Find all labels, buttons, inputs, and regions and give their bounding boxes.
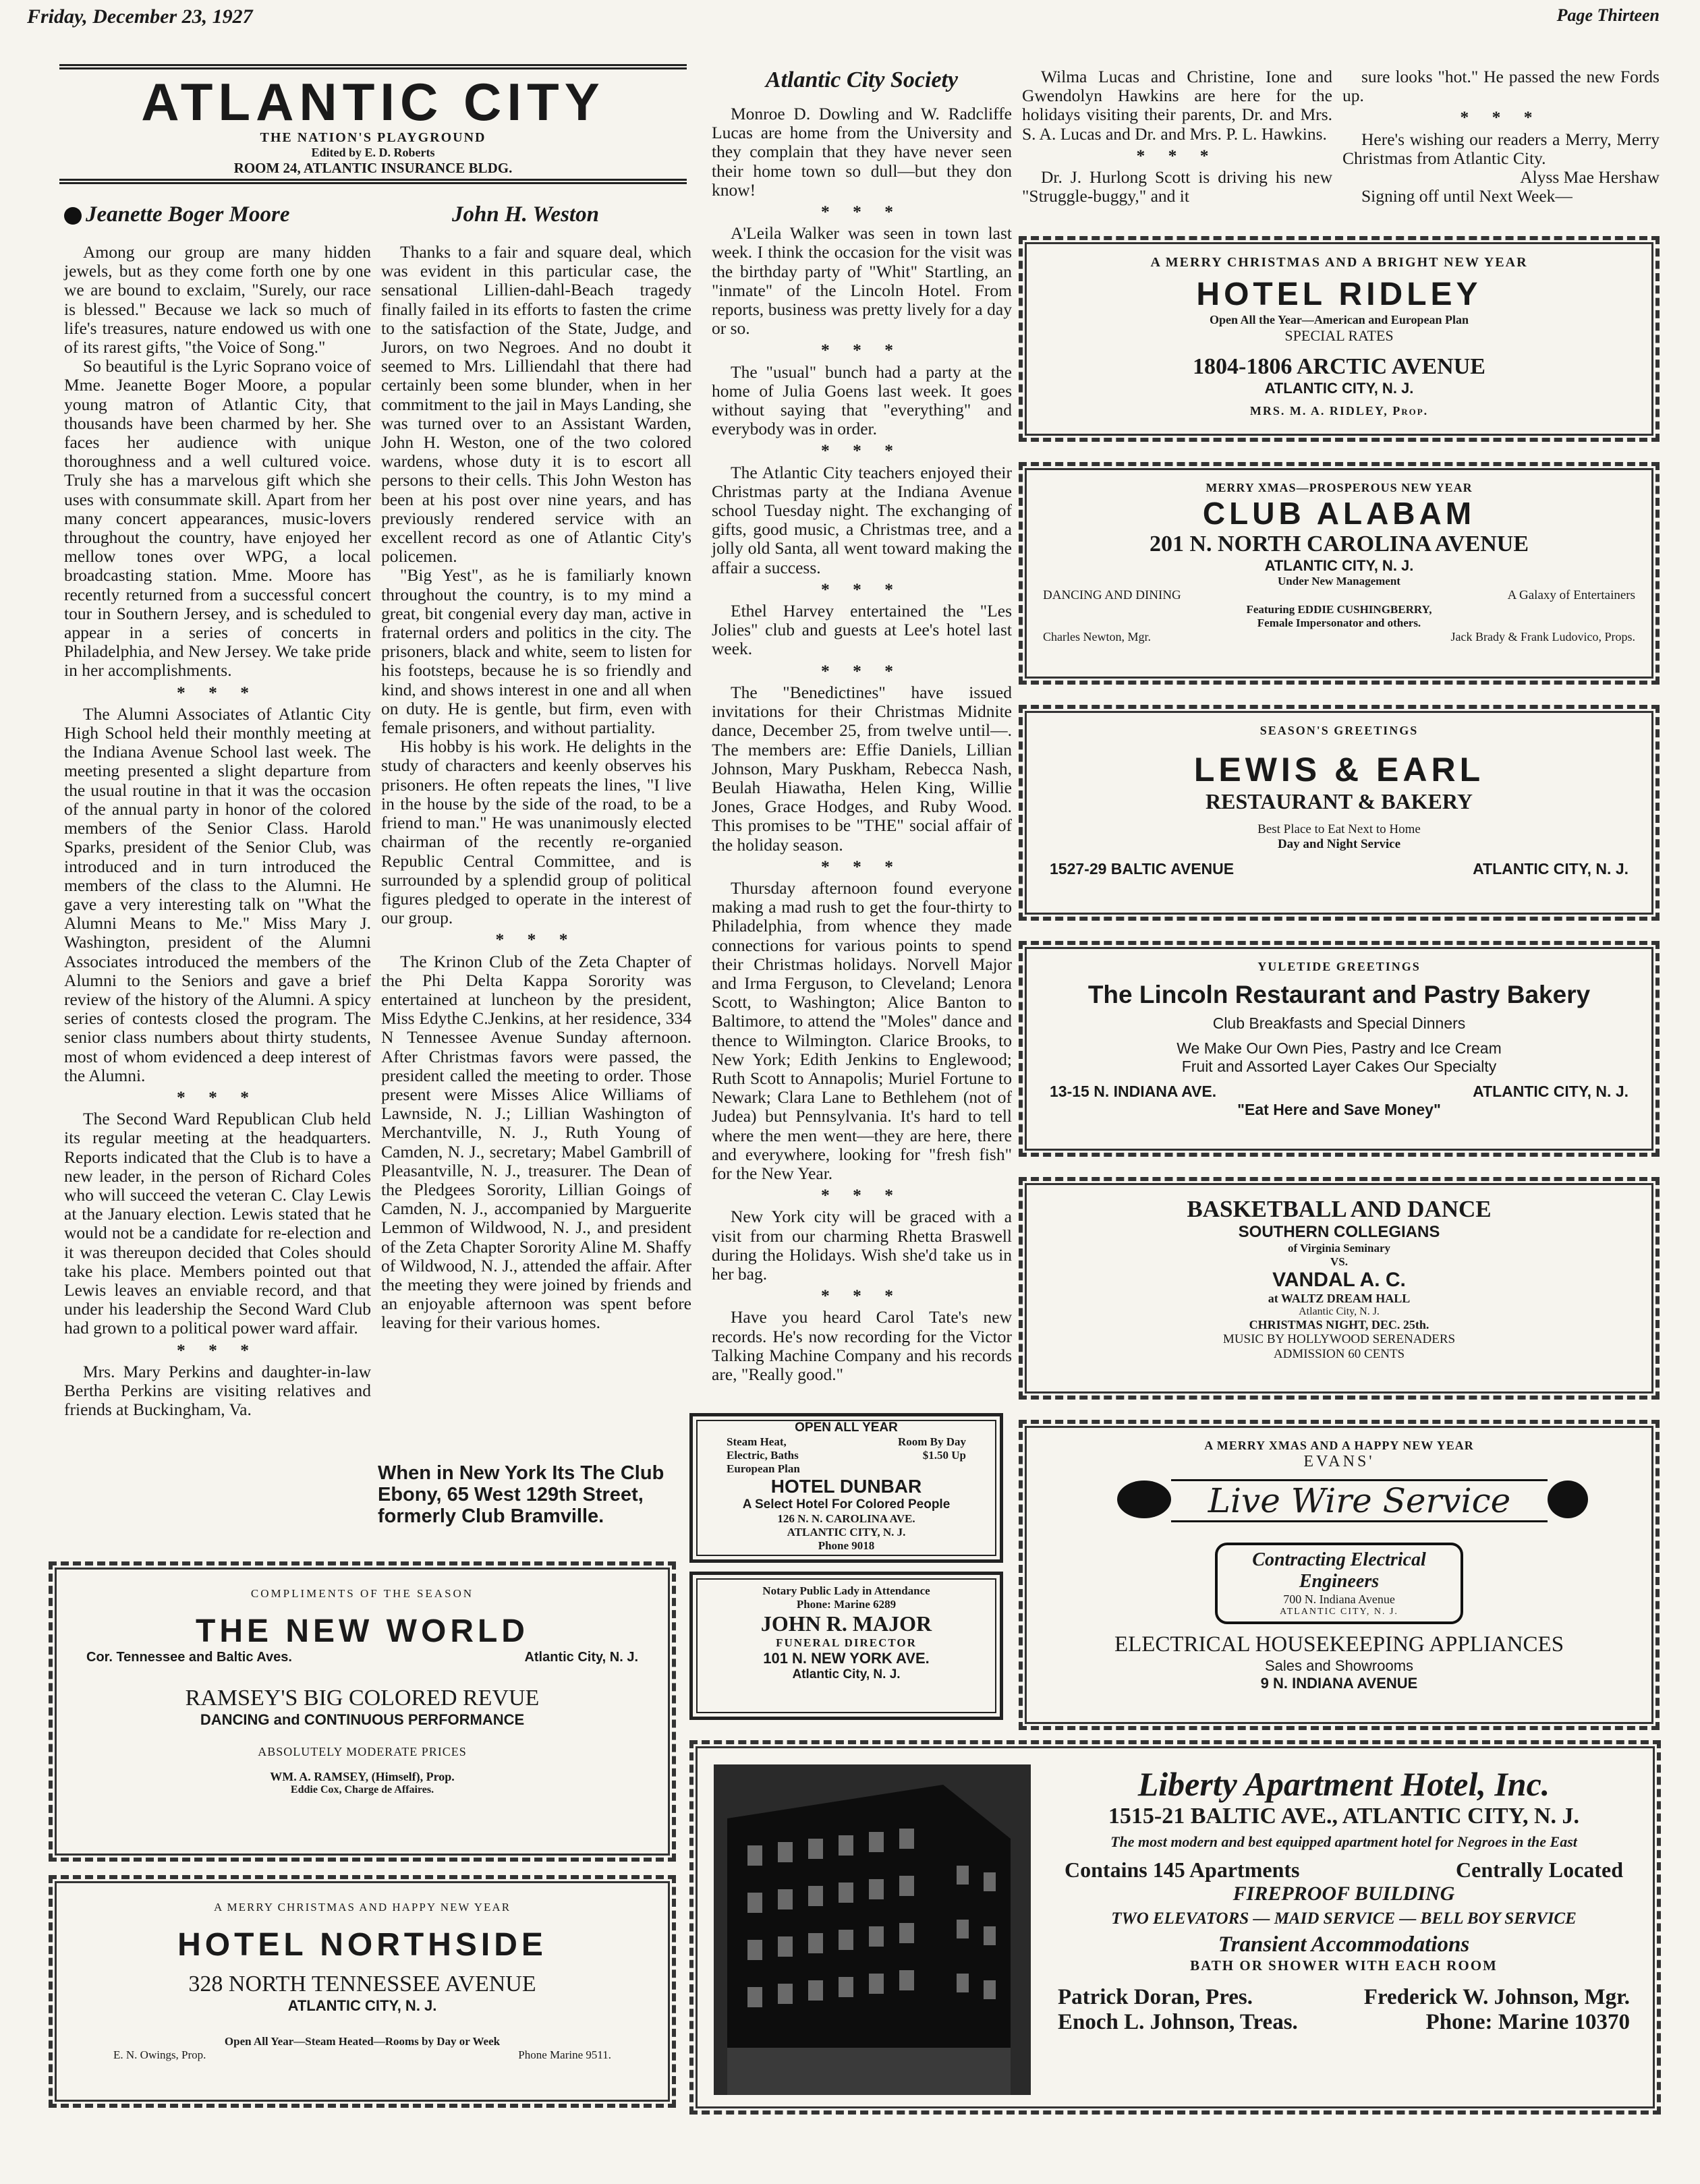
ad-text: Club Breakfasts and Special Dinners (1212, 1014, 1466, 1032)
masthead (59, 64, 687, 184)
page-date: Friday, December 23, 1927 (27, 5, 253, 28)
separator: * * * (177, 1087, 258, 1107)
ad-name: BASKETBALL AND DANCE (1187, 1196, 1492, 1222)
separator: * * * (821, 856, 903, 876)
ad-address: 328 NORTH TENNESSEE AVENUE (188, 1972, 536, 1996)
ad-text: DANCING AND DINING (1043, 588, 1181, 602)
ad-text: CHRISTMAS NIGHT, DEC. 25th. (1249, 1318, 1429, 1331)
ad-the-new-world (49, 1561, 676, 1862)
ad-phone: Phone Marine 9511. (518, 2048, 611, 2061)
ad-address: 1515-21 BALTIC AVE., ATLANTIC CITY, N. J. (1108, 1804, 1580, 1829)
separator: * * * (821, 202, 903, 222)
ad-address: 126 N. N. CAROLINA AVE. (777, 1512, 915, 1525)
ad-text: FUNERAL DIRECTOR (776, 1636, 917, 1649)
article-para: The "usual" bunch had a party at the home of Julia Goens last week. It goes without saying that "everything" and everybody was in order. (712, 362, 1012, 439)
article-para: Have you heard Carol Tate's new records. He's now recording for the Victor Talking Machine Company and his records are, "Really good." (712, 1307, 1012, 1384)
ad-row (1051, 1985, 1637, 2010)
ad-address: 9 N. INDIANA AVENUE (1260, 1675, 1418, 1692)
ad-text: Contains 145 Apartments (1065, 1858, 1300, 1882)
column-3 (712, 105, 1012, 1384)
separator: * * * (177, 1340, 258, 1360)
ad-text: The most modern and best equipped apartment hotel for Negroes in the East (1110, 1833, 1577, 1850)
ad-text: Female Impersonator and others. (1257, 616, 1421, 629)
ad-text: Phone: Marine 6289 (796, 1598, 897, 1611)
ad-text: Jack Brady & Frank Ludovico, Props. (1450, 630, 1635, 643)
ad-text: Patrick Doran, Pres. (1058, 1985, 1253, 2009)
ad-text: MUSIC BY HOLLYWOOD SERENADERS (1222, 1332, 1456, 1346)
article-para: Among our group are many hidden jewels, but as they come forth one by one we are bound to exclaim, "Surely, our race is blessed." Because we lack so much of life's treasures, nature endowed us with one of its rarest gifts, "the Voice of Song." (64, 242, 371, 357)
article-para: Thursday afternoon found everyone making a mad rush to get the four-thirty to Philadelphia, from whence they made connections for various points to spend their Christmas holidays. Norvell Major and Irma Ferguson, to Cleveland; Lenora Scott, to Washington; Alice Banton to Baltimore, to attend the "Moles" dance and thence to Wilmington. Clarice Brooks, to New York; Edith Jenkins to Englewood; Ruth Scott to Annapolis; Muriel Fortune to Newark; Clara Lane to Bethlehem (not of Judea) but Pennsylvania. It's hard to tell where the men went—they are here, there and everywhere, looking for "fresh fish" for the New Year. (712, 878, 1012, 1183)
ad-name: THE NEW WORLD (196, 1613, 529, 1649)
masthead-editor: Edited by E. D. Roberts (311, 146, 435, 159)
separator: * * * (821, 660, 903, 681)
ad-text: SOUTHERN COLLEGIANS (1238, 1223, 1440, 1241)
building-photo (714, 1764, 1031, 2095)
ad-text: TWO ELEVATORS — MAID SERVICE — BELL BOY SERVICE (1111, 1909, 1577, 1928)
ad-text: E. N. Owings, Prop. (113, 2048, 206, 2061)
ad-address: 201 N. NORTH CAROLINA AVENUE (1149, 531, 1529, 556)
ad-greeting: A MERRY XMAS AND A HAPPY NEW YEAR (1204, 1439, 1474, 1452)
separator: * * * (821, 1286, 903, 1306)
ad-name: JOHN R. MAJOR (760, 1611, 932, 1636)
column-1 (64, 243, 371, 1419)
ad-row (700, 1435, 993, 1449)
ad-text: Room By Day (897, 1435, 966, 1448)
ad-text: Sales and Showrooms (1264, 1657, 1414, 1674)
ad-text: OPEN ALL YEAR (795, 1420, 898, 1435)
ad-john-r-major (689, 1572, 1003, 1720)
ad-sub: RESTAURANT & BAKERY (1206, 789, 1473, 813)
column-5 (1342, 67, 1660, 206)
logo-text: ATLANTIC CITY, N. J. (1280, 1607, 1398, 1617)
ad-basketball-dance (1019, 1177, 1660, 1400)
ad-liberty-apartment-hotel (689, 1740, 1661, 2115)
ad-greeting: MERRY XMAS—PROSPEROUS NEW YEAR (1206, 481, 1473, 494)
article-para: The Krinon Club of the Zeta Chapter of the Phi Delta Kappa Sorority was entertained at luncheon by the president, Miss Edythe C.Jenkins, at her residence, 334 N Tennessee Avenue Sunday afternoon. After Christmas favors were passed, the president called the meeting to order. Those present were Misses Alice Williams of Lawnside, N. J.; Lillian Washington of Merchantville, N. J., Ruth Young of Camden, N. J., secretary; Mabel Gambrill of Pleasantville, N. J., treasurer. The Dean of the Pledgees Sorority, Lillian Goings of Camden, N. J., accompanied by Marguerite Lemmon of Wildwood, N. J., and president of the Zeta Chapter Sorority Aline M. Shaffy of Wildwood, N. J., attended the affair. After the meeting they were joined by friends and an enjoyable afternoon was spent before leaving for their various homes. (381, 951, 691, 1333)
ad-name: HOTEL DUNBAR (770, 1476, 922, 1497)
article-para: The Second Ward Republican Club held its regular meeting at the headquarters. Reports indicated that the Club is to have a new leader, in the person of Richard Coles who will succeed the veteran C. Clay Lewis at the January election. Lewis stated that he would not be a candidate for re-election and it was thereupon decided that Coles should take his place. Members pointed out that Lewis leaves an enviable record, and that under his leadership the Second Ward Club had grown to a political power ward affair. (64, 1109, 371, 1338)
ad-greeting: COMPLIMENTS OF THE SEASON (250, 1587, 474, 1600)
ad-club-alabam (1019, 462, 1660, 685)
article-para: Wilma Lucas and Christine, Ione and Gwendolyn Hawkins are here for the holidays visiting their parents, Dr. and Mrs. S. A. Lucas and Dr. and Mrs. P. L. Hawkins. (1022, 67, 1332, 144)
byline-weston: John H. Weston (452, 202, 599, 227)
ad-text: Electric, Baths (727, 1449, 799, 1462)
ad-text: Notary Public Lady in Attendance (762, 1584, 930, 1597)
building-illustration (714, 1764, 1031, 2095)
ad-text: VS. (1330, 1255, 1348, 1268)
logo-text: Engineers (1299, 1571, 1380, 1592)
separator: * * * (177, 682, 258, 702)
ad-name: Liberty Apartment Hotel, Inc. (1137, 1765, 1550, 1803)
ad-name: The Lincoln Restaurant and Pastry Bakery (1087, 981, 1591, 1008)
ad-text: Under New Management (1278, 575, 1400, 587)
ad-text: ELECTRICAL HOUSEKEEPING APPLIANCES (1114, 1632, 1564, 1657)
bulb-icon (1117, 1481, 1171, 1518)
column-4 (1022, 67, 1332, 206)
ad-row (1051, 1858, 1637, 1883)
ad-text: at WALTZ DREAM HALL (1268, 1292, 1411, 1305)
ad-address: 1804-1806 ARCTIC AVENUE (1193, 354, 1485, 379)
ad-row (1043, 588, 1635, 603)
ad-text: Open All Year—Steam Heated—Rooms by Day or Week (224, 2035, 501, 2048)
article-para: The Alumni Associates of Atlantic City High School held their monthly meeting at the Indiana Avenue School last week. The meeting presented a slight departure from the usual routine in that it was the occasion of the annual party in honor of the colored members of the Senior Class. Harold Sparks, president of the Senior Club, was introduced and in turn introduced the members of the class to the Alumni. He gave a very interesting talk on "What the Alumni Means to Me." Miss Mary J. Washington, president of the Alumni Associates introduced the members of the Alumni to the Seniors and gave a brief review of the history of the Alumni. A spicy series of contests closed the program. The senior class numbers about thirty students, most of whom evidenced a deep interest of the Alumni. (64, 703, 371, 1085)
page-number: Page Thirteen (1556, 5, 1660, 25)
column-2 (381, 243, 691, 1333)
separator: * * * (821, 440, 903, 461)
ad-prop: MRS. M. A. RIDLEY, Prop. (1249, 404, 1429, 418)
ad-text: Enoch L. Johnson, Treas. (1058, 2010, 1298, 2034)
ad-text: ABSOLUTELY MODERATE PRICES (258, 1745, 467, 1758)
ad-city: ATLANTIC CITY, N. J. (287, 1997, 437, 2014)
ad-text: WM. A. RAMSEY, (Himself), Prop. (270, 1770, 455, 1783)
ad-text: BATH OR SHOWER WITH EACH ROOM (1190, 1957, 1498, 1974)
signature: Alyss Mae Hershaw (1520, 167, 1660, 188)
logo-text: Contracting Electrical (1252, 1549, 1426, 1570)
bulb-icon (1548, 1481, 1588, 1518)
live-wire-logo (1023, 1475, 1655, 1543)
ad-name: LEWIS & EARL (1193, 751, 1485, 788)
article-para: So beautiful is the Lyric Soprano voice of Mme. Jeanette Boger Moore, a popular young matron of Atlantic City, that thousands have been charmed by her. She faces her audience with unique thoroughness and a well cultured voice. Truly she has a marvelous gift which she uses with consummate skill. Apart from her many concert appearances, music-lovers throughout the country, have enjoyed her mellow tones over WPG, a local broadcasting station. Mme. Moore has recently returned from a successful concert tour in Southern Jersey, and is scheduled to appear in a series of concerts in Philadelphia, and New Jersey. We take pride in her accomplishments. (64, 356, 371, 681)
ad-row (86, 1650, 638, 1665)
ad-phone: Phone: Marine 10370 (1425, 2010, 1630, 2034)
ad-row (1050, 1083, 1628, 1101)
article-para: The Atlantic City teachers enjoyed their Christmas party at the Indiana Avenue school Tuesday night. The exchanging of gifts, good music, a Christmas tree, and a jolly old Santa, all went toward making the affair a success. (712, 462, 1012, 577)
separator: * * * (1460, 107, 1542, 127)
ad-lincoln-restaurant (1019, 941, 1660, 1157)
logo-plate (1215, 1543, 1463, 1624)
ad-city: ATLANTIC CITY, N. J. (787, 1526, 906, 1539)
club-ebony-notice: When in New York Its The Club Ebony, 65 West 129th Street, formerly Club Bramville. (378, 1462, 664, 1527)
logo-text: Live Wire Service (1171, 1479, 1548, 1522)
ad-text: Open All the Year—American and European Plan (1209, 313, 1469, 326)
ad-address: 1527-29 BALTIC AVENUE (1050, 860, 1235, 878)
ad-lewis-earl (1019, 705, 1660, 921)
liberty-text (1051, 1764, 1637, 2035)
ad-city: ATLANTIC CITY, N. J. (1473, 1083, 1628, 1100)
ad-text: Steam Heat, (727, 1435, 787, 1448)
article-para: A'Leila Walker was seen in town last week. I think the occasion for the visit was the birthday party of "Whit" Startling, an "inmate" of the Lincoln Hotel. From reports, business was pretty lively for a day or so. (712, 223, 1012, 339)
ad-text: Centrally Located (1456, 1858, 1623, 1882)
signoff: Signing off until Next Week— (1361, 186, 1572, 206)
ad-greeting: YULETIDE GREETINGS (1257, 960, 1421, 973)
ad-row (1043, 630, 1635, 644)
ad-text: Frederick W. Johnson, Mgr. (1363, 1985, 1630, 2009)
ad-text: We Make Our Own Pies, Pastry and Ice Cream (1177, 1039, 1502, 1057)
ad-phone: Phone 9018 (818, 1539, 875, 1552)
separator: * * * (495, 929, 577, 950)
masthead-subtitle: THE NATION'S PLAYGROUND (260, 130, 486, 145)
ad-text: Fruit and Assorted Layer Cakes Our Specialty (1181, 1058, 1497, 1075)
ad-city: Atlantic City, N. J. (792, 1667, 901, 1682)
ad-row (1050, 860, 1628, 878)
ad-text: of Virginia Seminary (1287, 1242, 1391, 1255)
ad-text: A Galaxy of Entertainers (1507, 588, 1635, 602)
ad-text: Day and Night Service (1277, 837, 1401, 851)
ad-city: ATLANTIC CITY, N. J. (1264, 557, 1414, 574)
ad-text: Charles Newton, Mgr. (1043, 630, 1151, 643)
ad-row (53, 2048, 672, 2062)
ad-name: CLUB ALABAM (1202, 496, 1476, 531)
ad-hotel-dunbar (689, 1413, 1003, 1563)
ad-city: Atlantic City, N. J. (524, 1650, 638, 1665)
ad-greeting: A MERRY CHRISTMAS AND A BRIGHT NEW YEAR (1150, 255, 1528, 270)
ad-name: HOTEL RIDLEY (1196, 277, 1482, 312)
separator: * * * (821, 579, 903, 599)
ad-name: HOTEL NORTHSIDE (177, 1927, 547, 1963)
masthead-title: ATLANTIC CITY (141, 72, 605, 132)
ad-address: 13-15 N. INDIANA AVE. (1050, 1083, 1217, 1100)
ad-row (700, 1449, 993, 1462)
article-para: "Big Yest", as he is familiarly known throughout the country, is to my mind a great, bit congenial every day man, active in fraternal orders and politics in the city. The prisoners, black and white, seem to listen for his footsteps, because he is so friendly and kind, and shows interest in one and all when on duty. He is gentle, but firm, even with female prisoners, and without partiality. (381, 565, 691, 738)
ad-text: EVANS' (1303, 1453, 1375, 1470)
ad-greeting: A MERRY CHRISTMAS AND HAPPY NEW YEAR (213, 1901, 511, 1914)
article-para: sure looks "hot." He passed the new Fords up. (1342, 67, 1660, 106)
ad-text: European Plan (727, 1462, 800, 1475)
ad-text: SPECIAL RATES (1284, 327, 1394, 344)
article-para: Mrs. Mary Perkins and daughter-in-law Bertha Perkins are visiting relatives and friends at Buckingham, Va. (64, 1361, 371, 1420)
ad-text: DANCING and CONTINUOUS PERFORMANCE (200, 1711, 525, 1728)
ad-text: Cor. Tennessee and Baltic Aves. (86, 1650, 292, 1665)
article-para: Dr. J. Hurlong Scott is driving his new "Struggle-buggy," and it (1022, 167, 1332, 206)
logo-text: 700 N. Indiana Avenue (1283, 1592, 1395, 1606)
ad-text: VANDAL A. C. (1272, 1269, 1406, 1291)
byline-moore: Jeanette Boger Moore (64, 202, 289, 227)
article-para: Thanks to a fair and square deal, which was evident in this particular case, the sensational Lillien-dahl-Beach tragedy finally failed in its efforts to fasten the crime to the satisfaction of the State, Judge, and Jurors, on two Negroes. And no doubt it seemed to Mrs. Lilliendahl that there had certainly been some blunder, when in her commitment to the jail in Mays Landing, she was turned over to an Assistant Warden, John H. Weston, one of the two colored wardens, whose duty it is to escort all persons to their cells. This John Weston has been at his post over nine years, and has previously rendered service with an excellent record as one of Atlantic City's policemen. (381, 242, 691, 567)
ad-text: $1.50 Up (922, 1449, 966, 1462)
bullet-icon (64, 207, 82, 225)
ad-hotel-ridley (1019, 236, 1660, 442)
separator: * * * (1136, 145, 1218, 165)
ad-city: ATLANTIC CITY, N. J. (1473, 860, 1628, 878)
ad-address: 101 N. NEW YORK AVE. (763, 1650, 930, 1667)
ad-text: A Select Hotel For Colored People (742, 1497, 951, 1512)
ad-text: Transient Accommodations (1218, 1932, 1470, 1957)
separator: * * * (821, 1185, 903, 1205)
article-para: New York city will be graced with a visit from our charming Rhetta Braswell during the Holidays. Wish she'd take us in her bag. (712, 1207, 1012, 1284)
society-title: Atlantic City Society (765, 67, 959, 92)
ad-text: Atlantic City, N. J. (1299, 1306, 1380, 1317)
ad-text: Eddie Cox, Charge de Affaires. (290, 1784, 434, 1795)
ad-revue: RAMSEY'S BIG COLORED REVUE (185, 1686, 540, 1711)
article-para: Monroe D. Dowling and W. Radcliffe Lucas are home from the University and they complain that they have never seen their home town so dull—but they don know! (712, 104, 1012, 200)
ad-greeting: SEASON'S GREETINGS (1259, 724, 1419, 737)
separator: * * * (821, 340, 903, 360)
article-para: Ethel Harvey entertained the "Les Jolies" club and guests at Lee's hotel last week. (712, 601, 1012, 659)
masthead-office: ROOM 24, ATLANTIC INSURANCE BLDG. (233, 160, 513, 176)
ad-text: FIREPROOF BUILDING (1232, 1883, 1455, 1905)
ad-row (1051, 2010, 1637, 2035)
ad-text: ADMISSION 60 CENTS (1273, 1347, 1405, 1361)
article-para: Here's wishing our readers a Merry, Merry Christmas from Atlantic City. (1342, 129, 1660, 168)
ad-slogan: "Eat Here and Save Money" (1237, 1101, 1441, 1118)
article-para: His hobby is his work. He delights in the study of characters and keenly observes his prisoners. He often repeats the lines, "I live in the house by the side of the road, to be a friend to man." He was unanimously elected chairman of the recently re-organied Republic Central Committee, and is surrounded by a splendid group of political figures pledged to operate in the interest of our group. (381, 737, 691, 928)
ad-city: ATLANTIC CITY, N. J. (1264, 380, 1414, 397)
article-para: The "Benedictines" have issued invitations for their Christmas Midnite dance, December 25, from twelve until—. The members are: Effie Daniels, Lillian Johnson, Mary Puskham, Rebecca Nash, Beulah Hiawatha, Helen King, Willie Jones, Grace Hodges, and Ruby Wood. This promises to be "THE" social affair of the holiday season. (712, 682, 1012, 855)
ad-hotel-northside (49, 1875, 676, 2108)
ad-text: Featuring EDDIE CUSHINGBERRY, (1246, 603, 1432, 616)
ad-evans-electrical (1019, 1420, 1660, 1730)
ad-text: Best Place to Eat Next to Home (1257, 822, 1421, 836)
